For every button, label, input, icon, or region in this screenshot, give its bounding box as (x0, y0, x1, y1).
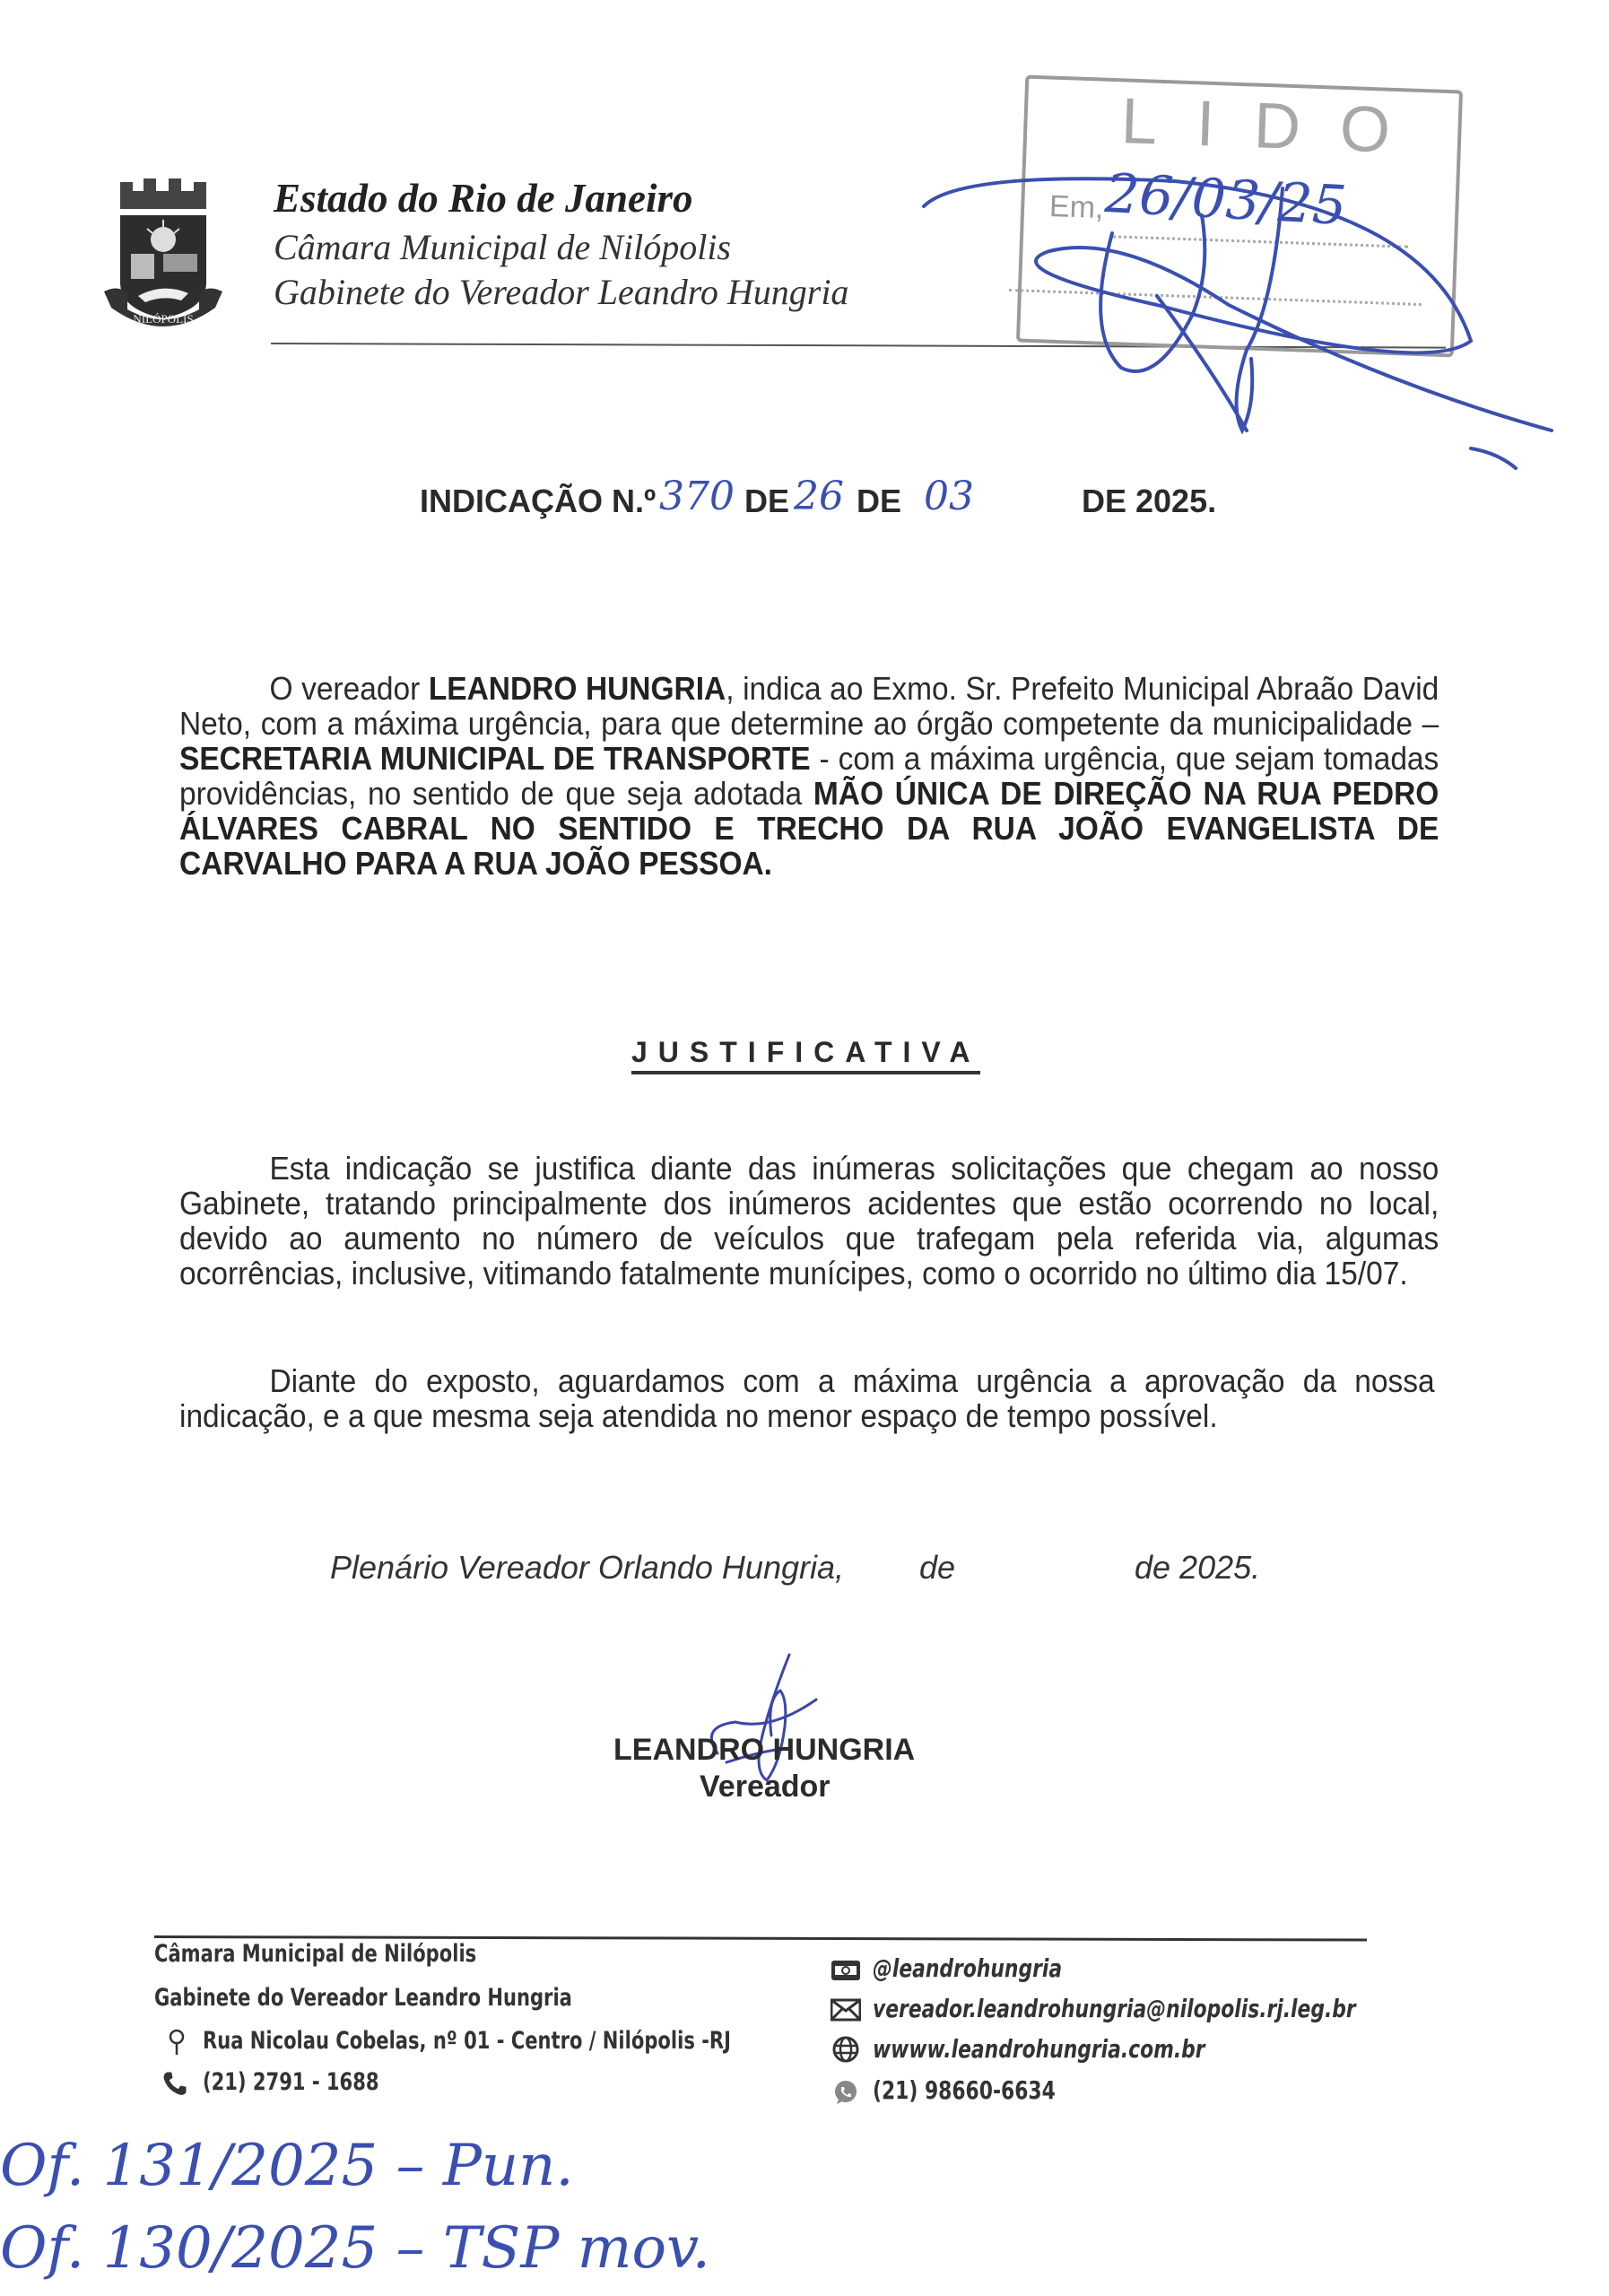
location-pin-icon (161, 2029, 192, 2056)
body-text: , indica ao Exmo. Sr. Prefeito Municipal Abraão David Neto, com a máxima urgência, para que determine ao órgão competente da municipalidade – (179, 670, 1439, 742)
justificativa-text: Diante do exposto, aguardamos com a máxima urgência a aprovação da nossa indicação, e a que mesma seja atendida no menor espaço de tempo possível. (179, 1362, 1435, 1434)
footer-website[interactable]: wwww.leandrohungria.com.br (873, 2034, 1205, 2064)
footer-whatsapp[interactable]: (21) 98660-6634 (873, 2075, 1056, 2105)
justificativa-paragraph-2 (179, 1363, 1435, 1433)
justificativa-heading: JUSTIFICATIVA (631, 1036, 980, 1074)
signatory-role: Vereador (700, 1770, 831, 1804)
request-text: MÃO ÚNICA DE DIREÇÃO NA RUA PEDRO ÁLVARES CABRAL NO SENTIDO E TRECHO DA RUA JOÃO EVANGELISTA DE CARVALHO PARA A RUA JOÃO PESSOA. (179, 775, 1439, 882)
vereador-name: LEANDRO HUNGRIA (428, 670, 726, 707)
indicacao-prefix: INDICAÇÃO N.º (420, 483, 657, 519)
handwritten-note-1: Of. 131/2025 – Pun. (0, 2133, 574, 2199)
footer-instagram[interactable]: @leandrohungria (873, 1953, 1063, 1983)
footer-phone: (21) 2791 - 1688 (203, 2068, 379, 2096)
justificativa-paragraph-1 (179, 1151, 1439, 1291)
instagram-icon (831, 1957, 861, 1984)
closing-year: de 2025. (1135, 1549, 1261, 1586)
header-state: Estado do Rio de Janeiro (274, 176, 693, 221)
secretaria-name: SECRETARIA MUNICIPAL DE TRANSPORTE (179, 740, 811, 777)
indicacao-de-2: DE (857, 483, 902, 519)
crest-text: NILÓPOLIS (133, 312, 194, 326)
footer-email[interactable]: vereador.leandrohungria@nilopolis.rj.leg.br (873, 1994, 1356, 2023)
footer-address: Rua Nicolau Cobelas, nº 01 - Centro / Nilópolis -RJ (203, 2027, 731, 2055)
header-office: Gabinete do Vereador Leandro Hungria (274, 272, 849, 312)
closing-de: de (919, 1549, 956, 1586)
stamp-handwritten-date: 26/03/25 (1103, 161, 1349, 239)
header-chamber: Câmara Municipal de Nilópolis (274, 227, 731, 267)
body-text: - com a máxima urgência, que sejam tomadas providências, no sentido de que seja adotada (179, 740, 1439, 812)
stamp-em-label: Em, (1048, 188, 1105, 226)
email-icon (831, 1996, 861, 2023)
indicacao-day: 26 (794, 474, 844, 519)
footer-office: Gabinete do Vereador Leandro Hungria (154, 1984, 572, 2012)
justificativa-text: Esta indicação se justifica diante das inúmeras solicitações que chegam ao nosso Gabinete, tratando principalmente dos inúmeros acidentes que estão ocorrendo no local, devido ao aumento no número de veículos que trafegam pela referida via, algumas ocorrências, inclusive, vitimando fatalmente munícipes, como o ocorrido no último dia 15/07. (179, 1150, 1439, 1292)
lido-stamp-label: LIDO (1119, 85, 1431, 168)
nilopolis-crest-logo (100, 175, 226, 336)
indicacao-year: DE 2025. (1082, 483, 1217, 519)
phone-icon (160, 2070, 190, 2097)
indicacao-body-paragraph (179, 671, 1439, 881)
body-text: O vereador (269, 670, 429, 707)
indicacao-de-1: DE (744, 483, 790, 519)
footer-chamber: Câmara Municipal de Nilópolis (154, 1940, 477, 1968)
indicacao-month: 03 (924, 474, 974, 519)
whatsapp-icon (831, 2079, 861, 2106)
indicacao-number: 370 (659, 474, 735, 519)
handwritten-note-2: Of. 130/2025 – TSP mov. (0, 2215, 710, 2282)
signatory-name: LEANDRO HUNGRIA (613, 1733, 916, 1767)
vereador-signature (682, 1646, 861, 1789)
closing-place: Plenário Vereador Orlando Hungria, (330, 1549, 844, 1586)
globe-icon (831, 2036, 861, 2063)
